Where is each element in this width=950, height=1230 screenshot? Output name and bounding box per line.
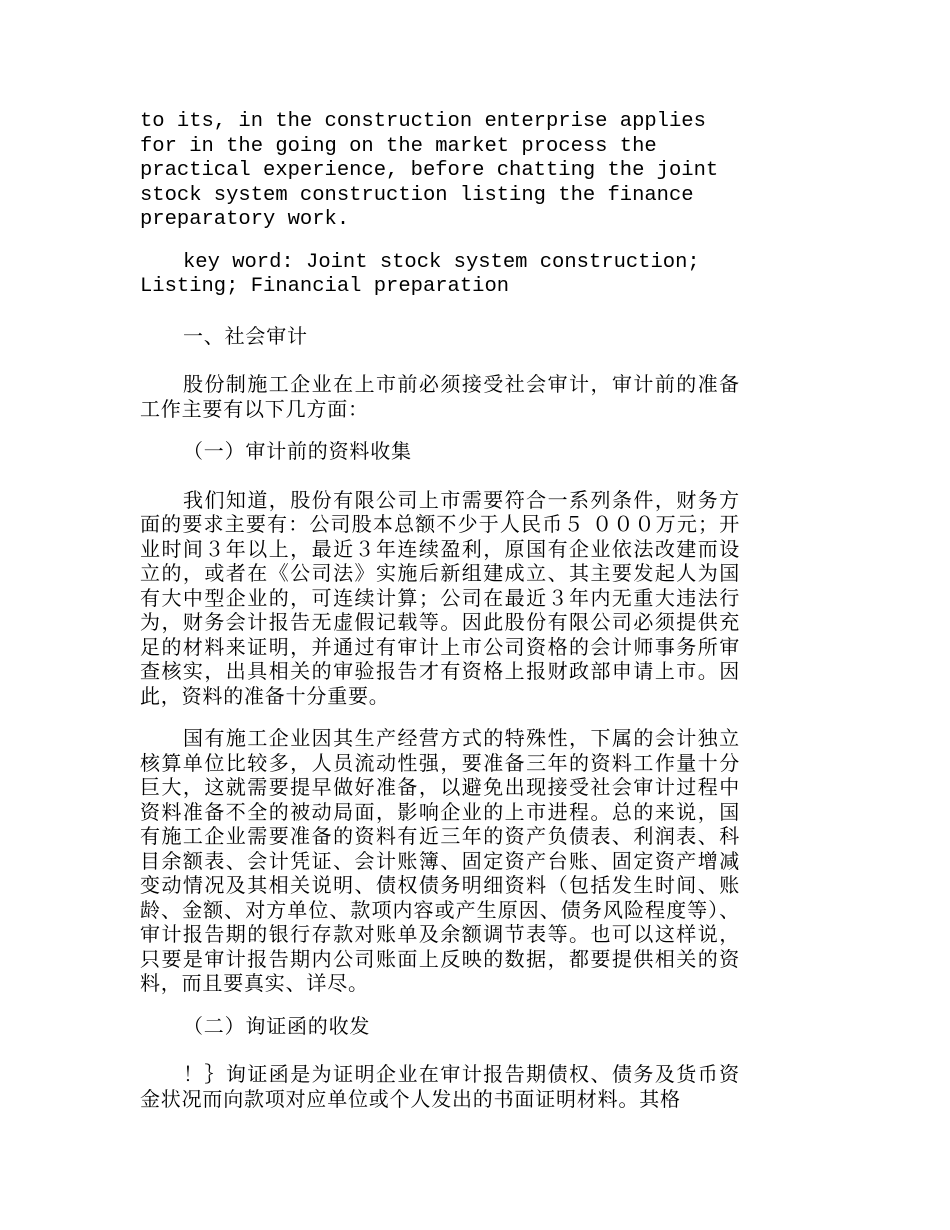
subsection-heading-confirmation-letters: （二）询证函的收发 xyxy=(183,1013,371,1038)
subsection-heading-data-collection: （一）审计前的资料收集 xyxy=(183,439,412,463)
keywords-line: key word: Joint stock system construction; Listing; Financial preparation xyxy=(140,250,712,298)
section-heading-social-audit: 一、社会审计 xyxy=(183,323,308,348)
abstract-tail-text: to its, in the construction enterprise applies for in the going on the market process the practical experience, before chatting the joint stock system construction listing the finance preparatory work. xyxy=(140,110,731,231)
paragraph-materials-preparation: 国有施工企业因其生产经营方式的特殊性，下属的会计独立核算单位比较多，人员流动性强，要准备三年的资料工作量十分巨大，这就需要提早做好准备，以避免出现接受社会审计过程中资料准备不全的被动局面，影响企业的上市进程。总的来说，国有施工企业需要准备的资料有近三年的资产负债表、利润表、科目余额表、会计凭证、会计账簿、固定资产台账、固定资产增减变动情况及其相关说明、债权债务明细资料（包括发生时间、账龄、金额、对方单位、款项内容或产生原因、债务风险程度等）、审计报告期的银行存款对账单及余额调节表等。也可以这样说，只要是审计报告期内公司账面上反映的数据，都要提供相关的资料，而且要真实、详尽。 xyxy=(140,726,740,995)
paragraph-listing-requirements: 我们知道，股份有限公司上市需要符合一系列条件，财务方面的要求主要有：公司股本总额不少于人民币５ ０００万元；开业时间３年以上，最近３年连续盈利，原国有企业依法改建而设立的，或者在《公司法》实施后新组建成立、其主要发起人为国有大中型企业的，可连续计算；公司在最近３年内无重大违法行为，财务会计报告无虚假记载等。因此股份有限公司必须提供充足的材料来证明，并通过有审计上市公司资格的会计师事务所审查核实，出具相关的审验报告才有资格上报财政部申请上市。因此，资料的准备十分重要。 xyxy=(140,487,740,708)
document-page xyxy=(140,110,740,1111)
intro-paragraph: 股份制施工企业在上市前必须接受社会审计，审计前的准备工作主要有以下几方面： xyxy=(140,372,740,421)
paragraph-confirmation-letters: ！｝询证函是为证明企业在审计报告期债权、债务及货币资金状况而向款项对应单位或个人发出的书面证明材料。其格 xyxy=(140,1062,740,1111)
